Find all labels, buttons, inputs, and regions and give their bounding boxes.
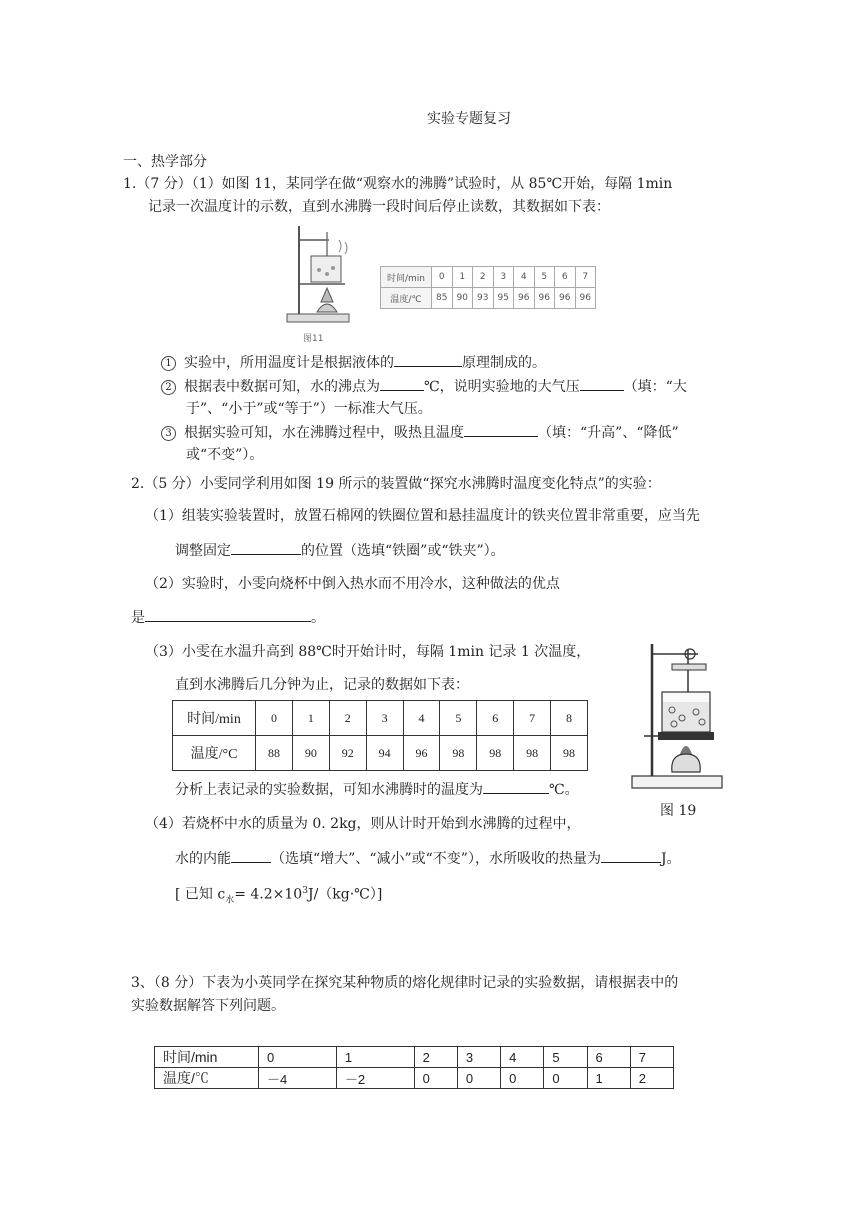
q2-part2-cont: 是 。 <box>131 607 325 628</box>
answer-blank[interactable] <box>380 376 424 391</box>
q1-sub-1: 1 实验中，所用温度计是根据液体的 原理制成的。 <box>161 352 546 373</box>
table-cell: 98 <box>477 736 514 771</box>
table-cell: 93 <box>473 288 494 309</box>
table-cell: 5 <box>440 701 477 736</box>
table-cell: 1 <box>292 701 329 736</box>
q2-part3-cont: 直到水沸腾后几分钟为止，记录的数据如下表： <box>175 677 469 693</box>
table-cell: 0 <box>256 701 293 736</box>
table-cell: 3 <box>457 1047 500 1068</box>
table-cell: －4 <box>259 1068 337 1089</box>
q2-part4: （4）若烧杯中水的质量为 0. 2kg，则从计时开始到水沸腾的过程中， <box>145 816 581 832</box>
table-cell: 6 <box>555 267 576 288</box>
table-cell: 0 <box>432 267 453 288</box>
table-cell: 98 <box>440 736 477 771</box>
table-cell: 88 <box>256 736 293 771</box>
table-cell: 85 <box>432 288 453 309</box>
table-cell: 2 <box>630 1068 673 1089</box>
q2-intro: 2.（5 分）小雯同学利用如图 19 所示的装置做“探究水沸腾时温度变化特点”的实验： <box>131 476 661 492</box>
answer-blank[interactable] <box>601 848 661 863</box>
table-cell: 0 <box>414 1068 457 1089</box>
table-cell: 4 <box>514 267 535 288</box>
table-cell: 0 <box>457 1068 500 1089</box>
q3-data-table <box>154 1046 674 1089</box>
table-cell: 6 <box>587 1047 630 1068</box>
answer-blank[interactable] <box>231 540 301 555</box>
q2-given-constant: [ 已知 $c_水=$ $4.2\times 10^3J/(kg\cdot℃)$] <box>175 886 383 906</box>
answer-blank[interactable] <box>464 422 538 437</box>
table-cell: 94 <box>366 736 403 771</box>
table-cell: 4 <box>501 1047 544 1068</box>
q1-line1: 1.（7 分）（1）如图 11，某同学在做“观察水的沸腾”试验时，从 85℃开始，每隔 1min <box>123 176 673 192</box>
q1-sub-3: 3 根据实验可知，水在沸腾过程中，吸热且温度 （填：“升高”、“降低” <box>161 422 679 443</box>
table-row <box>381 267 596 288</box>
q3-line1: 3、（8 分）下表为小英同学在探究某种物质的熔化规律时记录的实验数据，请根据表中的 <box>131 975 679 991</box>
table-cell: 7 <box>630 1047 673 1068</box>
table-header: 时间/min <box>155 1047 259 1068</box>
table-cell: 5 <box>534 267 555 288</box>
answer-blank[interactable] <box>580 376 624 391</box>
table-cell: 90 <box>452 288 473 309</box>
table-row <box>381 288 596 309</box>
table-cell: 96 <box>403 736 440 771</box>
figure-11-caption: 图11 <box>303 334 324 344</box>
table-cell: 1 <box>336 1047 414 1068</box>
q2-part2: （2）实验时，小雯向烧杯中倒入热水而不用冷水，这种做法的优点 <box>145 576 560 592</box>
answer-blank[interactable] <box>231 848 271 863</box>
q2-part3: （3）小雯在水温升高到 88℃时开始计时，每隔 1min 记录 1 次温度， <box>145 644 591 660</box>
table-cell: 95 <box>493 288 514 309</box>
figure-19-caption: 图 19 <box>660 803 697 819</box>
table-cell: 5 <box>544 1047 587 1068</box>
table-row <box>155 1047 674 1068</box>
table-cell: 2 <box>473 267 494 288</box>
table-row <box>173 701 588 736</box>
boiling-apparatus-figure-11 <box>283 222 355 330</box>
q3-line2: 实验数据解答下列问题。 <box>131 998 285 1014</box>
table-cell: 90 <box>292 736 329 771</box>
table-header: 温度/℃ <box>155 1068 259 1089</box>
table-cell: 4 <box>403 701 440 736</box>
q2-part1-cont: 调整固定 的位置（选填“铁圈”或“铁夹”）。 <box>175 540 505 561</box>
table-cell: 0 <box>501 1068 544 1089</box>
table-cell: 0 <box>259 1047 337 1068</box>
q2-part4-cont: 水的内能 （选填“增大”、“减小”或“不变”），水所吸收的热量为 J。 <box>175 848 681 869</box>
table-cell: 92 <box>329 736 366 771</box>
table-header: 温度/°C <box>173 736 256 771</box>
table-cell: 1 <box>452 267 473 288</box>
table-cell: 2 <box>414 1047 457 1068</box>
table-cell: －2 <box>336 1068 414 1089</box>
q1-line2: 记录一次温度计的示数，直到水沸腾一段时间后停止读数，其数据如下表： <box>148 199 610 215</box>
circled-number: 1 <box>161 356 176 371</box>
table-cell: 7 <box>514 701 551 736</box>
answer-blank[interactable] <box>145 607 311 622</box>
q2-part3-analysis: 分析上表记录的实验数据，可知水沸腾时的温度为 ℃。 <box>175 779 579 800</box>
table-row <box>173 736 588 771</box>
table-cell: 6 <box>477 701 514 736</box>
q1-sub-3-cont: 或“不变”）。 <box>186 447 264 463</box>
table-cell: 96 <box>555 288 576 309</box>
table-cell: 96 <box>534 288 555 309</box>
q1-sub-2-cont: 于”、“小于”或“等于”）一标准大气压。 <box>186 401 432 417</box>
q1-sub-2: 2 根据表中数据可知，水的沸点为 ℃，说明实验地的大气压 （填：“大 <box>161 376 687 397</box>
table-row <box>155 1068 674 1089</box>
circled-number: 2 <box>161 380 176 395</box>
table-cell: 98 <box>551 736 588 771</box>
answer-blank[interactable] <box>394 352 462 367</box>
table-cell: 3 <box>366 701 403 736</box>
table-header: 温度/℃ <box>381 288 432 309</box>
table-cell: 0 <box>544 1068 587 1089</box>
table-cell: 7 <box>575 267 596 288</box>
q1-data-table <box>380 266 596 309</box>
page-title: 实验专题复习 <box>427 111 511 127</box>
table-cell: 3 <box>493 267 514 288</box>
q2-data-table <box>172 700 588 771</box>
table-header: 时间/min <box>381 267 432 288</box>
q2-part1: （1）组装实验装置时，放置石棉网的铁圈位置和悬挂温度计的铁夹位置非常重要，应当先 <box>145 508 700 524</box>
table-cell: 96 <box>514 288 535 309</box>
table-cell: 1 <box>587 1068 630 1089</box>
section-heading: 一、热学部分 <box>123 154 207 170</box>
table-cell: 2 <box>329 701 366 736</box>
table-cell: 98 <box>514 736 551 771</box>
table-header: 时间/min <box>173 701 256 736</box>
boiling-apparatus-figure-19 <box>630 636 725 794</box>
table-cell: 96 <box>575 288 596 309</box>
circled-number: 3 <box>161 426 176 441</box>
answer-blank[interactable] <box>483 779 549 794</box>
table-cell: 8 <box>551 701 588 736</box>
